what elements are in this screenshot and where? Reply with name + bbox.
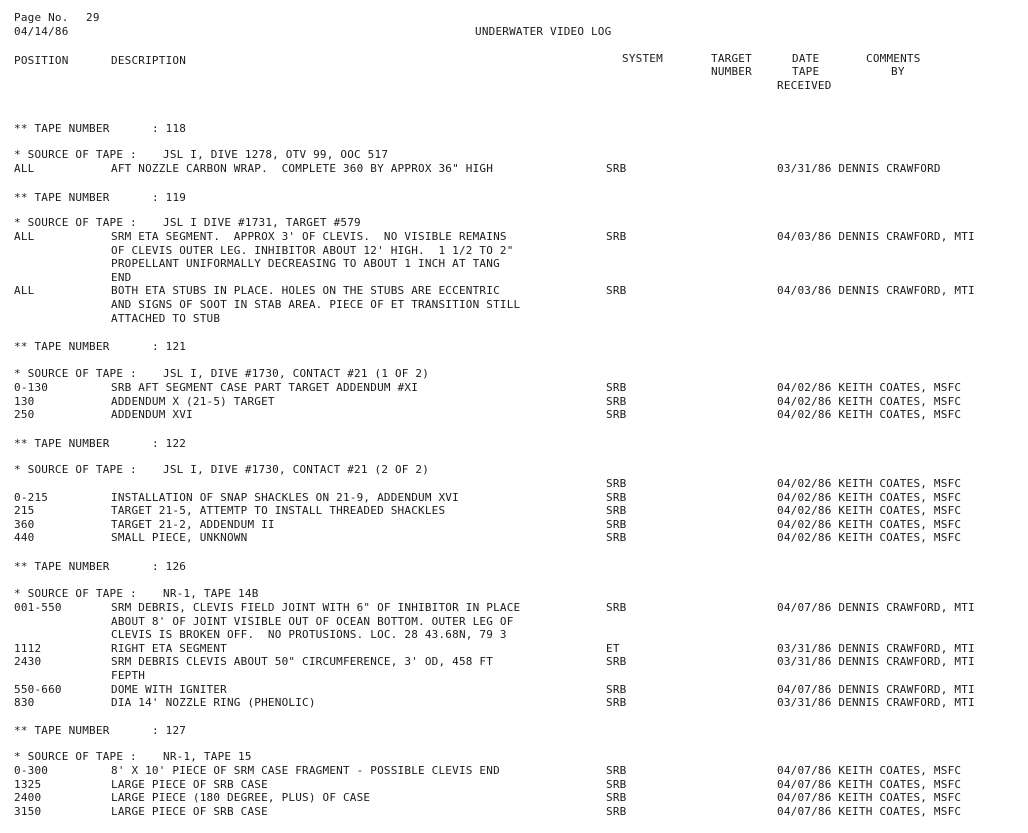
entry-position: 1112 bbox=[14, 641, 42, 655]
entry-description-line: LARGE PIECE OF SRB CASE bbox=[111, 804, 268, 818]
entry-position: 130 bbox=[14, 394, 35, 408]
entry-description-line: DOME WITH IGNITER bbox=[111, 682, 227, 696]
entry-description-line: TARGET 21-5, ATTEMTP TO INSTALL THREADED SHACKLES bbox=[111, 504, 446, 518]
entry-description-line: ABOUT 8' OF JOINT VISIBLE OUT OF OCEAN BOTTOM. OUTER LEG OF bbox=[111, 614, 514, 628]
entry-description-line: LARGE PIECE (180 DEGREE, PLUS) OF CASE bbox=[111, 791, 371, 805]
entry-system: SRB bbox=[606, 601, 627, 614]
entry-date-comments: 04/03/86 DENNIS CRAWFORD, MTI bbox=[777, 284, 975, 298]
source-of-tape-label: * SOURCE OF TAPE : bbox=[14, 216, 137, 229]
entry-date-comments: 04/02/86 KEITH COATES, MSFC bbox=[777, 517, 962, 531]
tape-number: : 118 bbox=[152, 122, 187, 135]
entry-description-line: OF CLEVIS OUTER LEG. INHIBITOR ABOUT 12' HIGH. 1 1/2 TO 2" bbox=[111, 243, 514, 257]
entry-system: SRB bbox=[606, 764, 627, 777]
entry-description-line: SRM ETA SEGMENT. APPROX 3' OF CLEVIS. NO VISIBLE REMAINS bbox=[111, 230, 507, 243]
source-of-tape: NR-1, TAPE 15 bbox=[163, 750, 252, 763]
source-of-tape-label: * SOURCE OF TAPE : bbox=[14, 587, 137, 600]
entry-description-line: RIGHT ETA SEGMENT bbox=[111, 641, 227, 655]
entry-date-comments: 03/31/86 DENNIS CRAWFORD bbox=[777, 162, 941, 175]
entry-description-line: SMALL PIECE, UNKNOWN bbox=[111, 531, 248, 545]
entry-system: SRB bbox=[606, 408, 627, 422]
entry-date-comments: 03/31/86 DENNIS CRAWFORD, MTI bbox=[777, 655, 975, 669]
page-number-label: Page No. bbox=[14, 11, 69, 24]
entry-position: 215 bbox=[14, 504, 35, 518]
entry-description-line: SRB AFT SEGMENT CASE PART TARGET ADDENDUM #XI bbox=[111, 381, 419, 394]
tape-number-label: ** TAPE NUMBER bbox=[14, 437, 110, 450]
entry-position: 0-215 bbox=[14, 490, 49, 504]
entry-system: SRB bbox=[606, 394, 627, 408]
column-header-date-line3: RECEIVED bbox=[777, 79, 832, 92]
entry-date-comments: 04/02/86 KEITH COATES, MSFC bbox=[777, 477, 962, 490]
entry-date-comments: 04/03/86 DENNIS CRAWFORD, MTI bbox=[777, 230, 975, 243]
entry-system: SRB bbox=[606, 531, 627, 545]
source-of-tape: JSL I, DIVE #1730, CONTACT #21 (1 OF 2) bbox=[163, 367, 430, 380]
entry-system: SRB bbox=[606, 490, 627, 504]
tape-number-label: ** TAPE NUMBER bbox=[14, 122, 110, 135]
entry-position: 2400 bbox=[14, 791, 42, 805]
entry-system: SRB bbox=[606, 682, 627, 696]
source-of-tape-label: * SOURCE OF TAPE : bbox=[14, 148, 137, 161]
entry-description-line: ADDENDUM X (21-5) TARGET bbox=[111, 394, 275, 408]
entry-date-comments: 04/02/86 KEITH COATES, MSFC bbox=[777, 381, 962, 394]
entry-position: 360 bbox=[14, 517, 35, 531]
source-of-tape-label: * SOURCE OF TAPE : bbox=[14, 463, 137, 476]
entry-system: SRB bbox=[606, 696, 627, 710]
entry-description-line: INSTALLATION OF SNAP SHACKLES ON 21-9, ADDENDUM XVI bbox=[111, 490, 459, 504]
column-header-comments-line1: COMMENTS bbox=[866, 52, 921, 65]
entry-description-line: BOTH ETA STUBS IN PLACE. HOLES ON THE STUBS ARE ECCENTRIC bbox=[111, 284, 500, 298]
entry-description-line: ATTACHED TO STUB bbox=[111, 311, 221, 325]
entry-system: ET bbox=[606, 641, 620, 655]
entry-system: SRB bbox=[606, 517, 627, 531]
column-header-target-line1: TARGET bbox=[711, 52, 752, 65]
column-header-target-line2: NUMBER bbox=[711, 65, 752, 78]
entry-date-comments: 03/31/86 DENNIS CRAWFORD, MTI bbox=[777, 696, 975, 710]
entry-position: 1325 bbox=[14, 777, 42, 791]
source-of-tape: JSL I, DIVE #1730, CONTACT #21 (2 OF 2) bbox=[163, 463, 430, 476]
entry-description-line: LARGE PIECE OF SRB CASE bbox=[111, 777, 268, 791]
tape-number-label: ** TAPE NUMBER bbox=[14, 724, 110, 737]
column-header-comments-line2: BY bbox=[891, 65, 905, 78]
entry-position: ALL bbox=[14, 162, 35, 175]
report-date: 04/14/86 bbox=[14, 25, 69, 38]
entry-position: 0-300 bbox=[14, 764, 49, 777]
entry-date-comments: 04/02/86 KEITH COATES, MSFC bbox=[777, 531, 962, 545]
tape-number: : 126 bbox=[152, 560, 187, 573]
entry-date-comments: 04/07/86 KEITH COATES, MSFC bbox=[777, 764, 962, 777]
page-title: UNDERWATER VIDEO LOG bbox=[475, 25, 612, 38]
entry-system: SRB bbox=[606, 162, 627, 175]
entry-description-line: TARGET 21-2, ADDENDUM II bbox=[111, 517, 275, 531]
entry-position: 440 bbox=[14, 531, 35, 545]
entry-position: ALL bbox=[14, 230, 35, 243]
entry-system: SRB bbox=[606, 804, 627, 818]
entry-position: 550-660 bbox=[14, 682, 62, 696]
source-of-tape-label: * SOURCE OF TAPE : bbox=[14, 367, 137, 380]
entry-position: 3150 bbox=[14, 804, 42, 818]
entry-description-line: FEPTH bbox=[111, 669, 146, 682]
entry-system: SRB bbox=[606, 381, 627, 394]
tape-number: : 119 bbox=[152, 191, 187, 204]
entry-system: SRB bbox=[606, 777, 627, 791]
column-header-description: DESCRIPTION bbox=[111, 54, 187, 67]
entry-position: ALL bbox=[14, 284, 35, 298]
source-of-tape: JSL I DIVE #1731, TARGET #579 bbox=[163, 216, 361, 229]
entry-position: 830 bbox=[14, 696, 35, 710]
entry-description-line: 8' X 10' PIECE OF SRM CASE FRAGMENT - POSSIBLE CLEVIS END bbox=[111, 764, 500, 777]
entry-date-comments: 04/02/86 KEITH COATES, MSFC bbox=[777, 408, 962, 422]
entry-description-line: SRM DEBRIS, CLEVIS FIELD JOINT WITH 6" OF INHIBITOR IN PLACE bbox=[111, 601, 521, 614]
entry-position: 250 bbox=[14, 408, 35, 422]
entry-date-comments: 04/02/86 KEITH COATES, MSFC bbox=[777, 504, 962, 518]
source-of-tape: NR-1, TAPE 14B bbox=[163, 587, 259, 600]
column-header-date-line1: DATE bbox=[792, 52, 820, 65]
tape-number: : 122 bbox=[152, 437, 187, 450]
entry-system: SRB bbox=[606, 504, 627, 518]
source-of-tape: JSL I, DIVE 1278, OTV 99, OOC 517 bbox=[163, 148, 389, 161]
entry-date-comments: 04/07/86 KEITH COATES, MSFC bbox=[777, 804, 962, 818]
tape-number-label: ** TAPE NUMBER bbox=[14, 340, 110, 353]
entry-system: SRB bbox=[606, 655, 627, 669]
tape-number-label: ** TAPE NUMBER bbox=[14, 191, 110, 204]
entry-description-line: AFT NOZZLE CARBON WRAP. COMPLETE 360 BY APPROX 36" HIGH bbox=[111, 162, 494, 175]
entry-date-comments: 04/02/86 KEITH COATES, MSFC bbox=[777, 394, 962, 408]
tape-number-label: ** TAPE NUMBER bbox=[14, 560, 110, 573]
source-of-tape-label: * SOURCE OF TAPE : bbox=[14, 750, 137, 763]
entry-description-line: AND SIGNS OF SOOT IN STAB AREA. PIECE OF ET TRANSITION STILL bbox=[111, 298, 521, 311]
entry-date-comments: 04/07/86 KEITH COATES, MSFC bbox=[777, 791, 962, 805]
entry-description-line: ADDENDUM XVI bbox=[111, 408, 193, 422]
entry-position: 0-130 bbox=[14, 381, 49, 394]
entry-description-line: PROPELLANT UNIFORMALLY DECREASING TO ABOUT 1 INCH AT TANG bbox=[111, 257, 500, 271]
column-header-date-line2: TAPE bbox=[792, 65, 820, 78]
entry-position: 001-550 bbox=[14, 601, 62, 614]
entry-system: SRB bbox=[606, 477, 627, 490]
column-header-system: SYSTEM bbox=[622, 52, 663, 65]
entry-date-comments: 04/07/86 DENNIS CRAWFORD, MTI bbox=[777, 601, 975, 614]
entry-date-comments: 03/31/86 DENNIS CRAWFORD, MTI bbox=[777, 641, 975, 655]
entry-system: SRB bbox=[606, 284, 627, 298]
entry-description-line: CLEVIS IS BROKEN OFF. NO PROTUSIONS. LOC. 28 43.68N, 79 3 bbox=[111, 628, 507, 642]
entry-description-line: DIA 14' NOZZLE RING (PHENOLIC) bbox=[111, 696, 316, 710]
tape-number: : 121 bbox=[152, 340, 187, 353]
entry-system: SRB bbox=[606, 791, 627, 805]
entry-system: SRB bbox=[606, 230, 627, 243]
entry-description-line: END bbox=[111, 270, 132, 284]
tape-number: : 127 bbox=[152, 724, 187, 737]
entry-date-comments: 04/07/86 DENNIS CRAWFORD, MTI bbox=[777, 682, 975, 696]
entry-description-line: SRM DEBRIS CLEVIS ABOUT 50" CIRCUMFERENCE, 3' OD, 458 FT bbox=[111, 655, 494, 669]
column-header-position: POSITION bbox=[14, 54, 69, 67]
entry-date-comments: 04/07/86 KEITH COATES, MSFC bbox=[777, 777, 962, 791]
page-number: 29 bbox=[86, 11, 100, 24]
entry-date-comments: 04/02/86 KEITH COATES, MSFC bbox=[777, 490, 962, 504]
entry-position: 2430 bbox=[14, 655, 42, 669]
